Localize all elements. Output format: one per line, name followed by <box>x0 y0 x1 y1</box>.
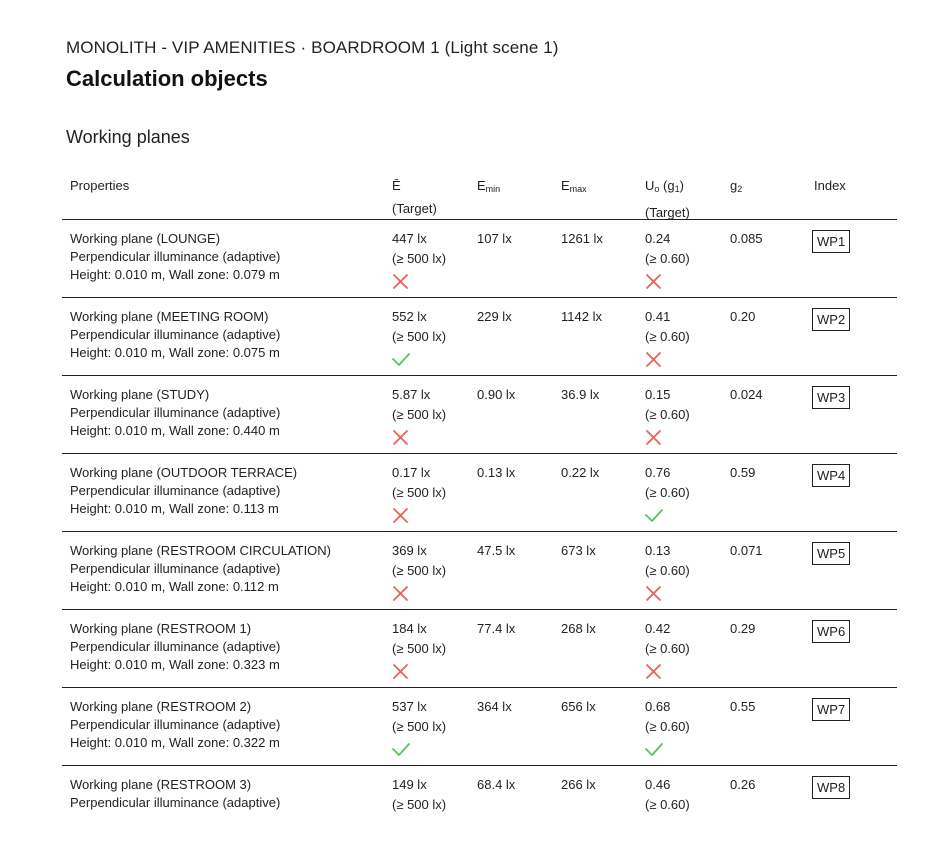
cross-icon <box>392 662 410 680</box>
row-height: Height: 0.010 m, Wall zone: 0.323 m <box>70 657 280 672</box>
col-uo-1: 1 <box>674 184 680 194</box>
uo-target: (≥ 0.60) <box>645 563 690 578</box>
row-name: Working plane (RESTROOM 2) <box>70 699 252 714</box>
row-g2 <box>730 776 755 796</box>
row-eavg <box>392 698 446 763</box>
eavg-target: (≥ 500 lx) <box>392 797 447 812</box>
uo-value: 0.41 <box>645 309 671 324</box>
col-uo <box>645 174 690 224</box>
row-eavg <box>392 542 446 607</box>
eavg-value: 447 lx <box>392 231 427 246</box>
uo-value: 0.46 <box>645 777 671 792</box>
row-index <box>812 308 850 331</box>
row-uo <box>645 308 690 373</box>
eavg-value: 537 lx <box>392 699 427 714</box>
project-title: MONOLITH - VIP AMENITIES · BOARDROOM 1 (Light scene 1) <box>66 38 559 57</box>
uo-target: (≥ 0.60) <box>645 641 690 656</box>
index-badge: WP8 <box>812 776 850 799</box>
col-g2-main: g <box>730 178 738 193</box>
row-index <box>812 542 850 565</box>
row-eavg <box>392 230 446 295</box>
check-icon <box>645 740 663 758</box>
row-emin <box>477 542 515 562</box>
row-name: Working plane (RESTROOM 3) <box>70 777 252 792</box>
row-emin <box>477 776 515 796</box>
col-g2 <box>730 174 742 201</box>
row-height: Height: 0.010 m, Wall zone: 0.440 m <box>70 423 280 438</box>
row-g2 <box>730 308 755 328</box>
g2-value: 0.59 <box>730 465 756 480</box>
row-properties <box>70 776 280 830</box>
cross-icon <box>645 350 663 368</box>
emin-value: 68.4 lx <box>477 777 516 792</box>
uo-target: (≥ 0.60) <box>645 407 690 422</box>
row-type: Perpendicular illuminance (adaptive) <box>70 717 281 732</box>
row-type: Perpendicular illuminance (adaptive) <box>70 639 281 654</box>
cross-icon <box>392 272 410 290</box>
cross-icon <box>645 662 663 680</box>
g2-value: 0.20 <box>730 309 756 324</box>
row-type: Perpendicular illuminance (adaptive) <box>70 327 281 342</box>
row-emin <box>477 308 512 328</box>
col-g2-sub: 2 <box>737 184 743 194</box>
row-emax <box>561 308 602 328</box>
table-row <box>62 454 897 532</box>
index-badge: WP4 <box>812 464 850 487</box>
uo-target: (≥ 0.60) <box>645 485 690 500</box>
row-g2 <box>730 620 755 640</box>
row-uo <box>645 230 690 295</box>
col-emax <box>561 174 587 201</box>
row-emax <box>561 698 596 718</box>
row-name: Working plane (RESTROOM CIRCULATION) <box>70 543 332 558</box>
row-name: Working plane (STUDY) <box>70 387 210 402</box>
emax-value: 673 lx <box>561 543 596 558</box>
row-name: Working plane (MEETING ROOM) <box>70 309 269 324</box>
row-properties <box>70 464 297 518</box>
emax-value: 268 lx <box>561 621 596 636</box>
index-badge: WP3 <box>812 386 850 409</box>
index-badge: WP7 <box>812 698 850 721</box>
row-g2 <box>730 542 763 562</box>
table-row <box>62 766 897 843</box>
eavg-target: (≥ 500 lx) <box>392 641 447 656</box>
col-uo-main: U <box>645 178 655 193</box>
table-row <box>62 220 897 298</box>
row-emax <box>561 620 596 640</box>
g2-value: 0.29 <box>730 621 756 636</box>
emax-value: 656 lx <box>561 699 596 714</box>
emax-value: 0.22 lx <box>561 465 600 480</box>
eavg-target: (≥ 500 lx) <box>392 251 447 266</box>
cross-icon <box>392 506 410 524</box>
table-body <box>62 220 897 843</box>
row-name: Working plane (RESTROOM 1) <box>70 621 252 636</box>
row-emax <box>561 230 603 250</box>
row-uo <box>645 464 690 529</box>
eavg-value: 184 lx <box>392 621 427 636</box>
cross-icon <box>645 584 663 602</box>
cross-icon <box>645 428 663 446</box>
eavg-value: 369 lx <box>392 543 427 558</box>
uo-value: 0.76 <box>645 465 671 480</box>
row-index <box>812 620 850 643</box>
row-emin <box>477 230 512 250</box>
eavg-value: 552 lx <box>392 309 427 324</box>
check-icon <box>645 506 663 524</box>
row-properties <box>70 698 280 752</box>
eavg-value: 0.17 lx <box>392 465 431 480</box>
g2-value: 0.071 <box>730 543 763 558</box>
row-properties <box>70 620 280 674</box>
row-height <box>70 812 280 830</box>
uo-target: (≥ 0.60) <box>645 719 690 734</box>
eavg-target: (≥ 500 lx) <box>392 563 447 578</box>
emin-value: 47.5 lx <box>477 543 516 558</box>
row-uo <box>645 386 690 451</box>
emin-value: 107 lx <box>477 231 512 246</box>
row-properties <box>70 542 331 596</box>
table-header <box>62 170 897 220</box>
col-index: Index <box>814 178 846 193</box>
row-eavg <box>392 308 446 373</box>
col-emin <box>477 174 500 201</box>
col-emin-main: E <box>477 178 486 193</box>
eavg-target: (≥ 500 lx) <box>392 485 447 500</box>
col-uo-target: (Target) <box>645 205 690 220</box>
emax-value: 1261 lx <box>561 231 603 246</box>
row-name: Working plane (OUTDOOR TERRACE) <box>70 465 298 480</box>
eavg-value: 5.87 lx <box>392 387 431 402</box>
row-emax <box>561 542 596 562</box>
row-emax <box>561 776 596 796</box>
col-uo-label <box>645 174 690 201</box>
uo-value: 0.13 <box>645 543 671 558</box>
emin-value: 0.13 lx <box>477 465 516 480</box>
row-emax <box>561 464 599 484</box>
eavg-target: (≥ 500 lx) <box>392 719 447 734</box>
row-height: Height: 0.010 m, Wall zone: 0.079 m <box>70 267 280 282</box>
g2-value: 0.26 <box>730 777 756 792</box>
col-emin-sub: min <box>485 184 501 194</box>
emax-value: 266 lx <box>561 777 596 792</box>
uo-target: (≥ 0.60) <box>645 797 690 812</box>
row-name: Working plane (LOUNGE) <box>70 231 221 246</box>
g2-value: 0.024 <box>730 387 763 402</box>
check-icon <box>392 350 410 368</box>
row-index <box>812 386 850 409</box>
row-emin <box>477 620 515 640</box>
table-row <box>62 532 897 610</box>
row-index <box>812 776 850 799</box>
emin-value: 77.4 lx <box>477 621 516 636</box>
row-g2 <box>730 386 763 406</box>
row-index <box>812 230 850 253</box>
row-emin <box>477 386 515 406</box>
uo-target: (≥ 0.60) <box>645 251 690 266</box>
eavg-target: (≥ 500 lx) <box>392 407 447 422</box>
row-properties <box>70 386 280 440</box>
col-emax-sub: max <box>569 184 587 194</box>
row-type: Perpendicular illuminance (adaptive) <box>70 405 281 420</box>
g2-value: 0.085 <box>730 231 763 246</box>
table-row <box>62 610 897 688</box>
col-uo-close: ) <box>679 178 684 193</box>
row-type: Perpendicular illuminance (adaptive) <box>70 795 281 810</box>
row-uo <box>645 776 690 816</box>
row-height: Height: 0.010 m, Wall zone: 0.075 m <box>70 345 280 360</box>
table-row <box>62 688 897 766</box>
row-properties <box>70 230 280 284</box>
row-emin <box>477 698 512 718</box>
uo-value: 0.24 <box>645 231 671 246</box>
eavg-target: (≥ 500 lx) <box>392 329 447 344</box>
row-g2 <box>730 698 755 718</box>
working-planes-table <box>62 170 897 843</box>
cross-icon <box>392 428 410 446</box>
row-uo <box>645 620 690 685</box>
cross-icon <box>392 584 410 602</box>
row-index <box>812 464 850 487</box>
row-uo <box>645 698 690 763</box>
page-title: Calculation objects <box>66 66 268 91</box>
col-uo-o: o <box>654 184 660 194</box>
eavg-value: 149 lx <box>392 777 427 792</box>
index-badge: WP1 <box>812 230 850 253</box>
row-eavg <box>392 386 446 451</box>
col-eavg <box>392 174 437 220</box>
col-properties: Properties <box>70 178 130 193</box>
col-eavg-target: (Target) <box>392 201 437 216</box>
index-badge: WP2 <box>812 308 850 331</box>
row-uo <box>645 542 690 607</box>
row-properties <box>70 308 280 362</box>
uo-value: 0.15 <box>645 387 671 402</box>
index-badge: WP5 <box>812 542 850 565</box>
emin-value: 229 lx <box>477 309 512 324</box>
row-height: Height: 0.010 m, Wall zone: 0.113 m <box>70 501 279 516</box>
uo-value: 0.68 <box>645 699 671 714</box>
row-g2 <box>730 230 763 250</box>
row-eavg <box>392 464 446 529</box>
section-title: Working planes <box>66 127 190 147</box>
col-uo-g: (g <box>659 178 675 193</box>
emax-value: 36.9 lx <box>561 387 600 402</box>
row-emax <box>561 386 599 406</box>
row-height: Height: 0.010 m, Wall zone: 0.322 m <box>70 735 280 750</box>
emin-value: 364 lx <box>477 699 512 714</box>
emax-value: 1142 lx <box>561 309 602 324</box>
uo-target: (≥ 0.60) <box>645 329 690 344</box>
table-row <box>62 376 897 454</box>
index-badge: WP6 <box>812 620 850 643</box>
emin-value: 0.90 lx <box>477 387 516 402</box>
row-index <box>812 698 850 721</box>
col-eavg-label: Ē <box>392 178 401 193</box>
col-emax-main: E <box>561 178 570 193</box>
g2-value: 0.55 <box>730 699 756 714</box>
row-type: Perpendicular illuminance (adaptive) <box>70 561 281 576</box>
check-icon <box>392 740 410 758</box>
cross-icon <box>645 272 663 290</box>
uo-value: 0.42 <box>645 621 671 636</box>
row-eavg <box>392 620 446 685</box>
row-eavg <box>392 776 446 816</box>
row-type: Perpendicular illuminance (adaptive) <box>70 249 281 264</box>
table-row <box>62 298 897 376</box>
row-g2 <box>730 464 755 484</box>
row-height: Height: 0.010 m, Wall zone: 0.112 m <box>70 579 279 594</box>
row-type: Perpendicular illuminance (adaptive) <box>70 483 281 498</box>
row-emin <box>477 464 515 484</box>
